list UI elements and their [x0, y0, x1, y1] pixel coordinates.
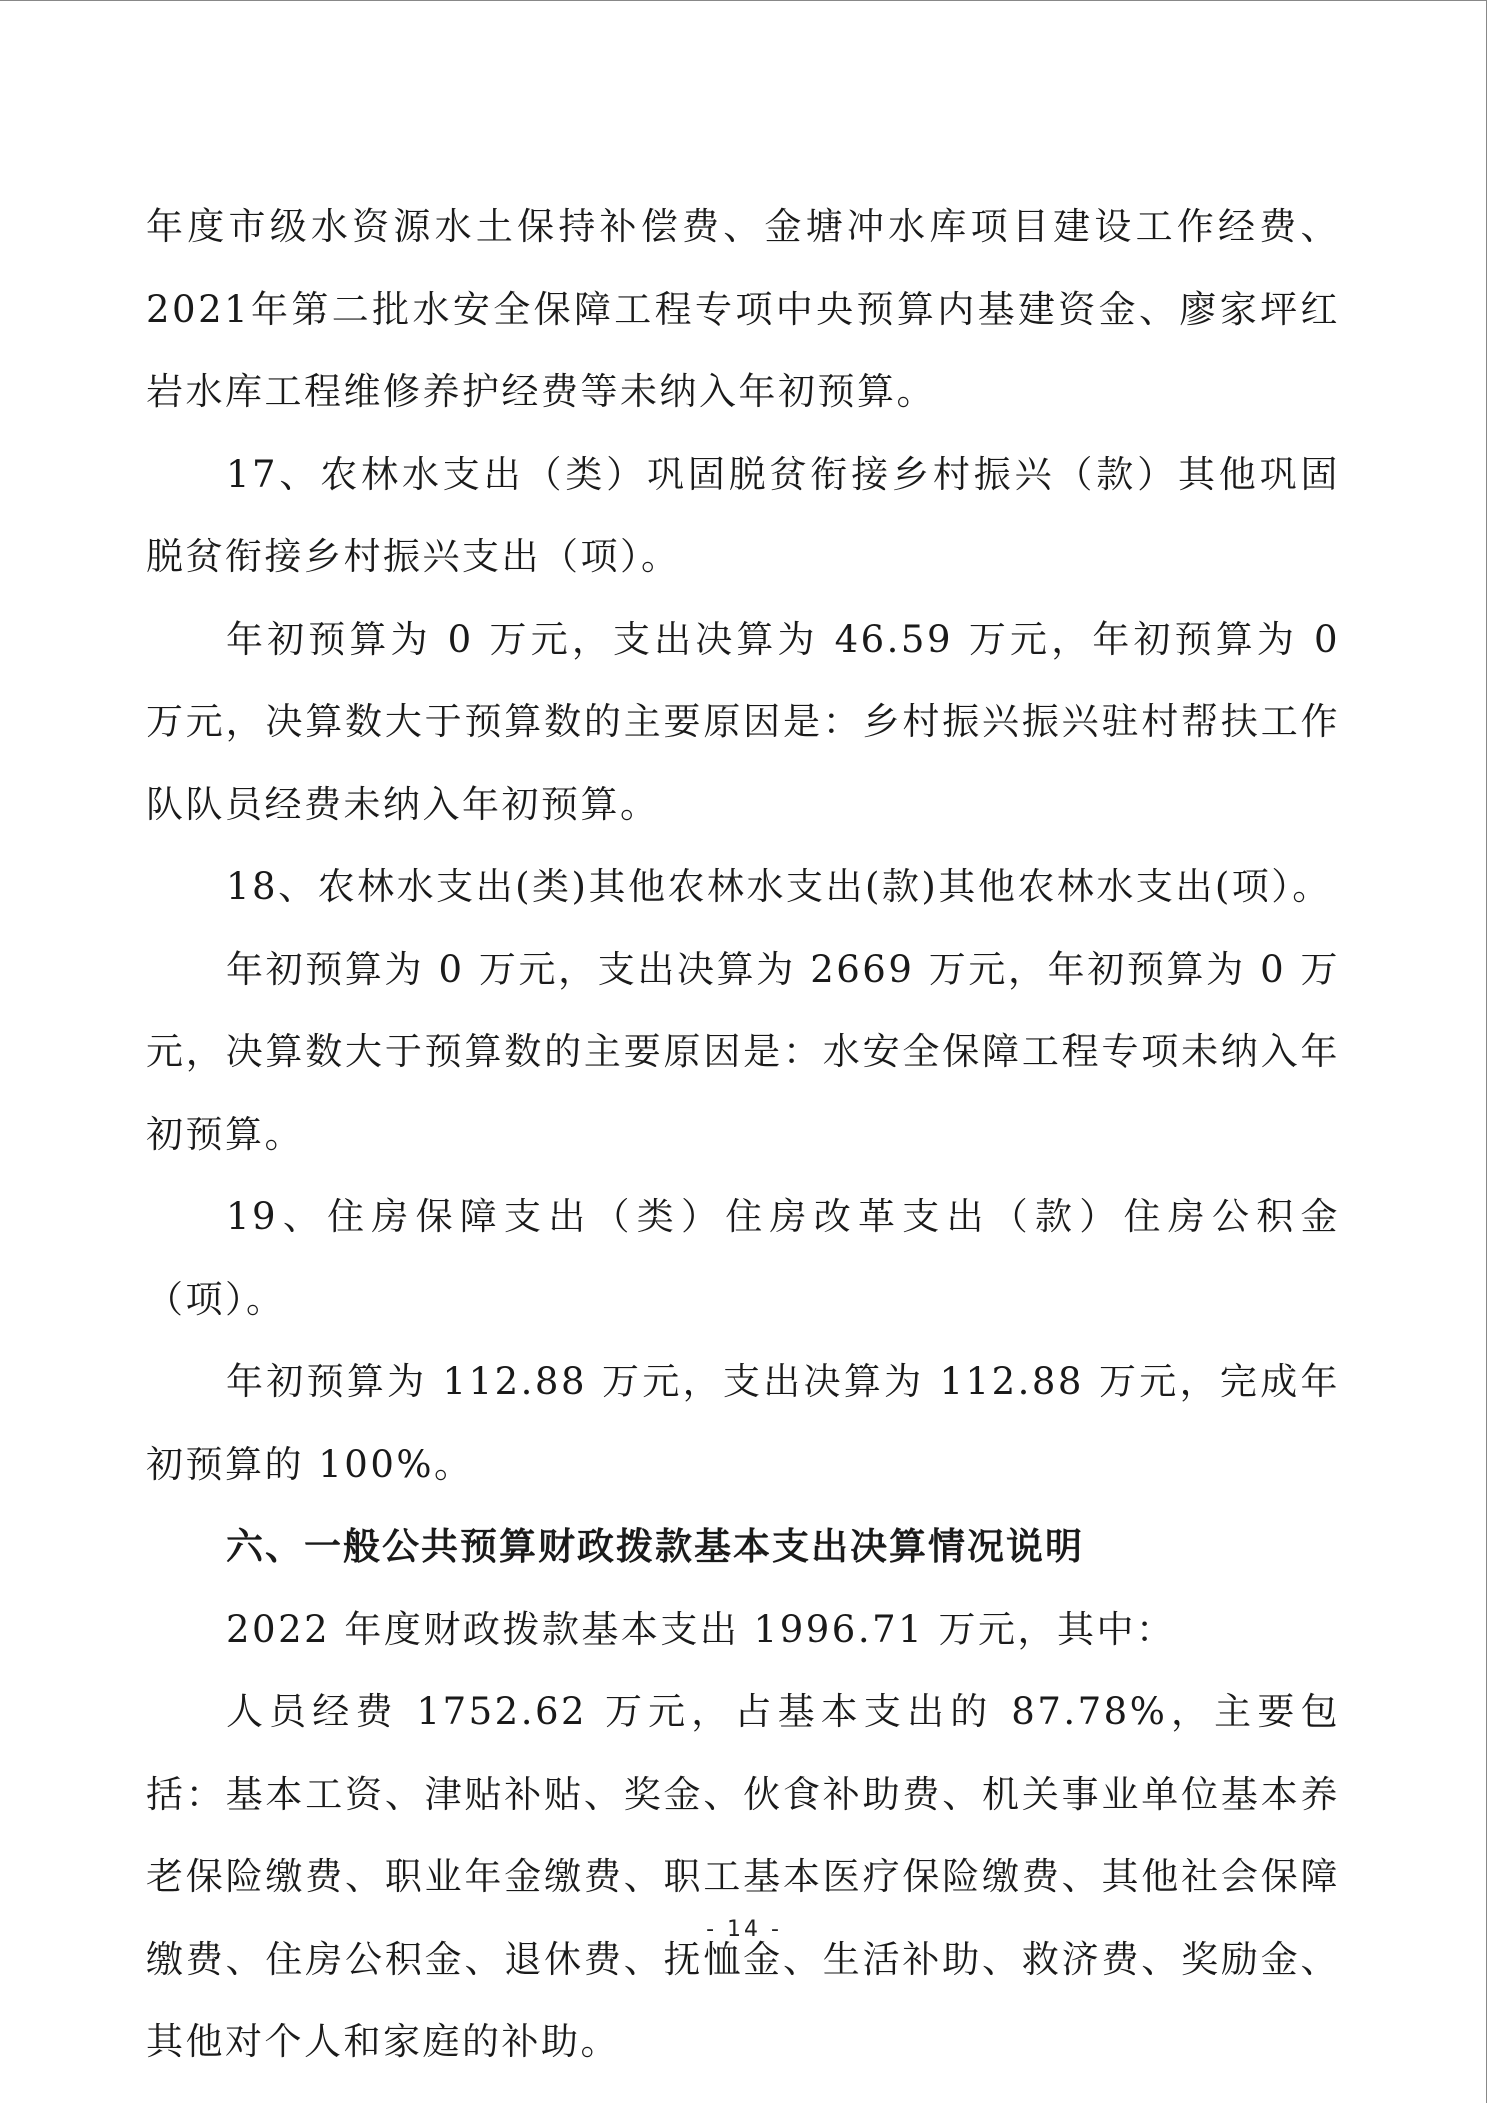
personnel-expenses-paragraph: 人员经费 1752.62 万元，占基本支出的 87.78%，主要包括：基本工资、津贴补贴、奖金、伙食补助费、机关事业单位基本养老保险缴费、职业年金缴费、职工基本医疗保险缴费、其他社会保障缴费、住房公积金、退休费、抚恤金、生活补助、救济费、奖励金、其他对个人和家庭的补助。: [146, 1690, 1340, 2063]
page-number: - 14 -: [706, 1917, 782, 1942]
paragraph-continuation: 年度市级水资源水土保持补偿费、金塘冲水库项目建设工作经费、2021年第二批水安全保障工程专项中央预算内基建资金、廖家坪红岩水库工程维修养护经费等未纳入年初预算。: [146, 205, 1340, 413]
item-19-title: 19、住房保障支出（类）住房改革支出（款）住房公积金（项）。: [146, 1195, 1340, 1321]
item-18-title: 18、农林水支出(类)其他农林水支出(款)其他农林水支出(项）。: [226, 865, 1332, 908]
document-body: [146, 186, 1340, 2084]
item-18-detail: 年初预算为 0 万元，支出决算为 2669 万元，年初预算为 0 万元，决算数大于预算数的主要原因是：水安全保障工程专项未纳入年初预算。: [146, 947, 1340, 1156]
section-heading: 六、一般公共预算财政拨款基本支出决算情况说明: [226, 1525, 1084, 1568]
item-17-title: 17、农林水支出（类）巩固脱贫衔接乡村振兴（款）其他巩固脱贫衔接乡村振兴支出（项）。: [146, 452, 1340, 578]
item-17-detail: 年初预算为 0 万元，支出决算为 46.59 万元，年初预算为 0 万元，决算数大于预算数的主要原因是：乡村振兴振兴驻村帮扶工作队队员经费未纳入年初预算。: [146, 617, 1340, 826]
item-19-detail: 年初预算为 112.88 万元，支出决算为 112.88 万元，完成年初预算的 100%。: [146, 1360, 1340, 1486]
basic-expenditure-summary: 2022 年度财政拨款基本支出 1996.71 万元，其中：: [226, 1607, 1176, 1651]
